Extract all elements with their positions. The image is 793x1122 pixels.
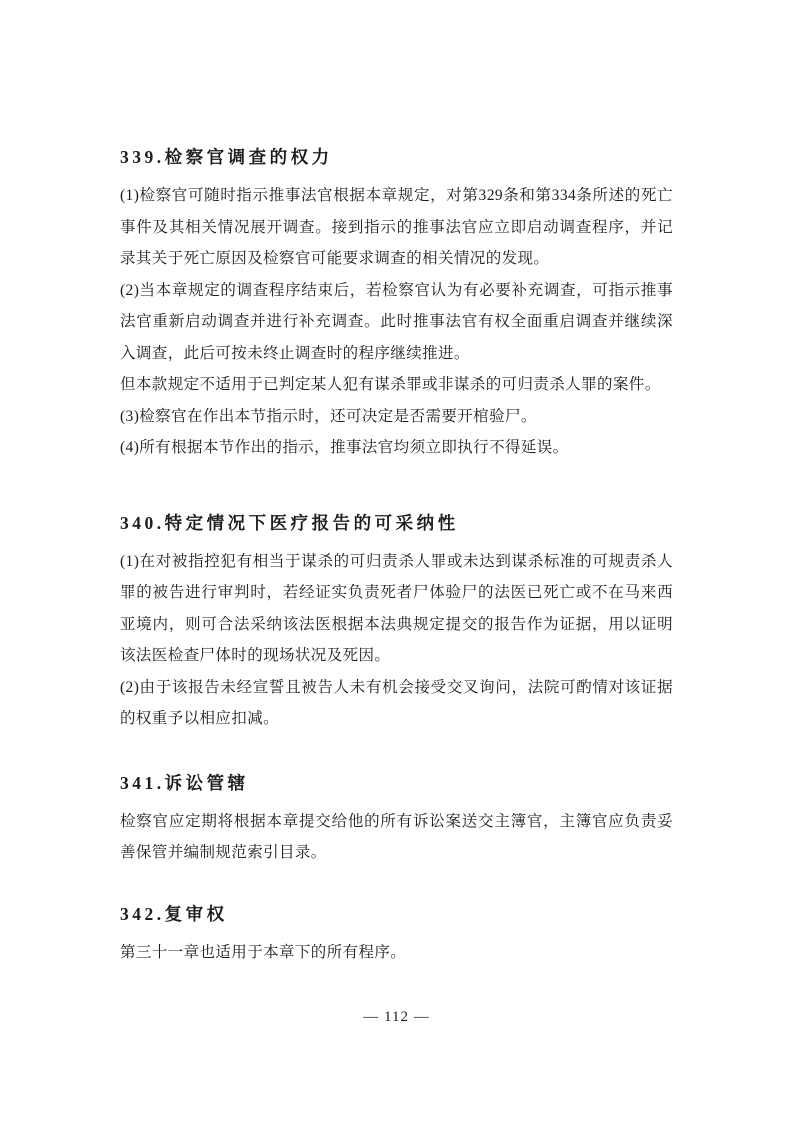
section-339-paragraph-2: (2)当本章规定的调查程序结束后，若检察官认为有必要补充调查，可指示推事法官重新启动调查并进行补充调查。此时推事法官有权全面重启调查并继续深入调查，此后可按未终止调查时的程序继续推进。: [120, 281, 673, 362]
section-339-paragraph-3: 但本款规定不适用于已判定某人犯有谋杀罪或非谋杀的可归责杀人罪的案件。: [120, 376, 661, 393]
section-340-paragraph-2: (2)由于该报告未经宣誓且被告人未有机会接受交叉询问，法院可酌情对该证据的权重予以相应扣减。: [120, 678, 673, 727]
section-342-heading: 342.复审权: [120, 903, 228, 924]
section-339-paragraph-4: (3)检察官在作出本节指示时，还可决定是否需要开棺验尸。: [120, 407, 537, 425]
section-340-paragraph-1: (1)在对被指控犯有相当于谋杀的可归责杀人罪或未达到谋杀标准的可规责杀人罪的被告进行审判时，若经证实负责死者尸体验尸的法医已死亡或不在马来西亚境内，则可合法采纳该法医根据本法典规定提交的报告作为证据，用以证明该法医检查尸体时的现场状况及死因。: [120, 552, 673, 664]
section-341-paragraph-1: 检察官应定期将根据本章提交给他的所有诉讼案送交主簿官，主簿官应负责妥善保管并编制规范索引目录。: [120, 812, 673, 861]
section-341-heading: 341.诉讼管辖: [120, 772, 249, 793]
section-339-heading: 339.检察官调查的权力: [120, 147, 333, 167]
section-339-paragraph-1: (1)检察官可随时指示推事法官根据本章规定，对第329条和第334条所述的死亡事件及其相关情况展开调查。接到指示的推事法官应立即启动调查程序，并记录其关于死亡原因及检察官可能要求调查的相关情况的发现。: [120, 187, 673, 267]
section-342: [120, 902, 673, 969]
section-342-paragraph-1: 第三十一章也适用于本章下的所有程序。: [120, 943, 407, 961]
section-339-paragraph-5: (4)所有根据本节作出的指示，推事法官均须立即执行不得延误。: [120, 439, 569, 456]
page-footer: [0, 1008, 793, 1026]
section-340-heading: 340.特定情况下医疗报告的可采纳性: [120, 512, 459, 533]
page-content: [120, 145, 673, 968]
section-341: [120, 771, 673, 869]
page-number: — 112 —: [363, 1009, 430, 1025]
section-340: [120, 511, 673, 735]
section-339: [120, 145, 673, 464]
